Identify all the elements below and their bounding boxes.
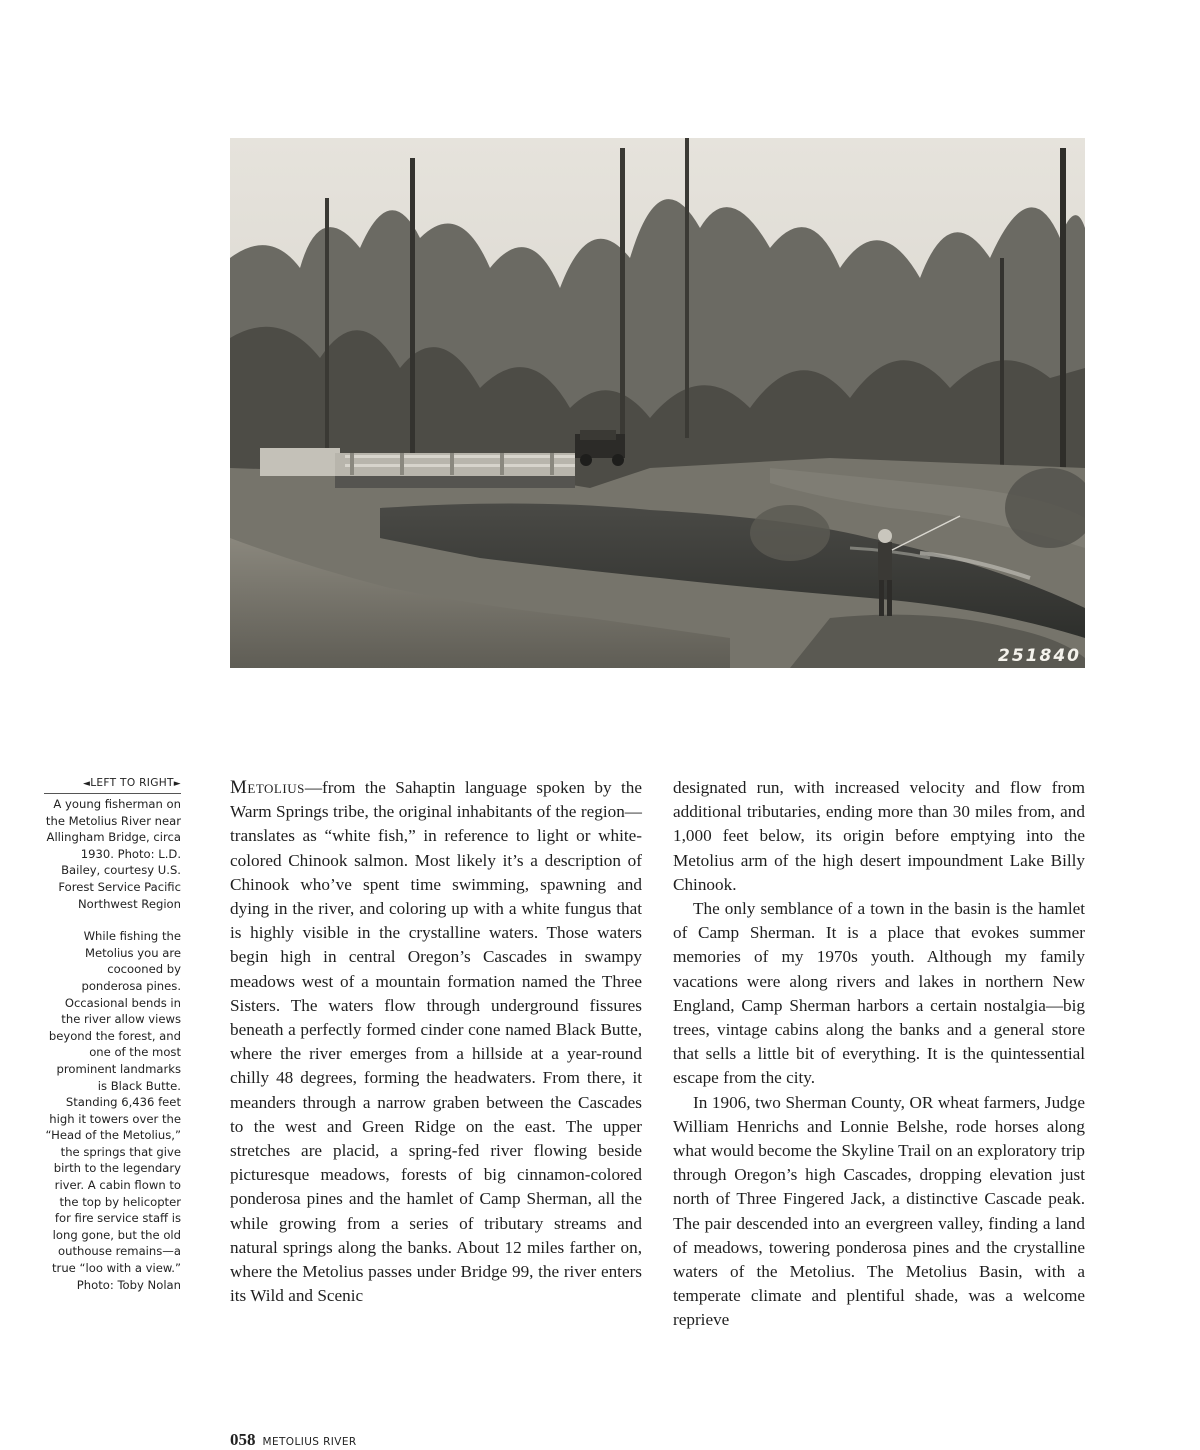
article-paragraph: The only semblance of a town in the basin is the hamlet of Camp Sherman. It is a place that evokes summer memories of my 1970s youth. Although my family vacations were along rivers and lakes in northern New England, Camp Sherman harbors a certain nostalgia—big trees, vintage cabins along the banks and a general store that sells a little bit of everything. It is the quintessential escape from the city. [673, 899, 1085, 1088]
article-column-left [230, 776, 642, 1308]
article-column-right [673, 776, 1085, 1333]
photo-caption: A young fisherman on the Metolius River near Allingham Bridge, circa 1930. Photo: L.D. Bailey, courtesy U.S. Forest Service Pacific Northwest Region [45, 797, 181, 911]
photo-illustration [230, 138, 1085, 668]
photo-number: 251840 [998, 646, 1081, 666]
arrow-left-icon: ◄ [82, 779, 91, 789]
article-paragraph: designated run, with increased velocity and flow from additional tributaries, ending more than 30 miles from, and 1,000 feet below, its origin before emptying into the Metolius arm of the high desert impoundment Lake Billy Chinook. [673, 778, 1085, 894]
article-paragraph [230, 776, 642, 1308]
paragraph-text: —from the Sahaptin language spoken by the Warm Springs tribe, the original inhabitants of the region—translates as “white fish,” in reference to light or white-colored Chinook salmon. Most likely it’s a description of Chinook who’ve spent time swimming, spawning and dying in the river, and coloring up with a white fungus that is highly visible in the crystalline waters. Those waters begin high in central Oregon’s Cascades in swampy meadows west of a mountain formation named the Three Sisters. The waters flow through underground fissures beneath a perfectly formed cinder cone named Black Butte, where the river emerges from a hillside at a year-round chilly 48 degrees, forming the headwaters. From there, it meanders through a narrow graben between the Cascades to the west and Green Ridge on the east. The upper stretches are placid, a spring-fed river flowing beside picturesque meadows, forests of big cinnamon-colored ponderosa pines and the hamlet of Camp Sherman, all the while growing from a series of tributary streams and natural springs along the banks. About 12 miles farther on, where the Metolius passes under Bridge 99, the river enters its Wild and Scenic [230, 778, 642, 1306]
caption-sidebar [44, 776, 181, 1293]
river-scene-photo [230, 138, 1085, 668]
running-title: METOLIUS RIVER [262, 1436, 357, 1448]
caption-direction-tag [44, 776, 181, 794]
article-paragraph: In 1906, two Sherman County, OR wheat farmers, Judge William Henrichs and Lonnie Belshe, rode horses along what would become the Skyline Trail on an exploratory trip through Oregon’s high Cascades, dropping elevation just north of Three Fingered Jack, a distinctive Cascade peak. The pair descended into an evergreen valley, finding a land of meadows, towering ponderosa pines and the crystalline waters of the Metolius. The Metolius Basin, with a temperate climate and plentiful shade, was a welcome reprieve [673, 1092, 1085, 1330]
page-footer [230, 1432, 357, 1450]
secondary-caption: While fishing the Metolius you are cocooned by ponderosa pines. Occasional bends in the river allow views beyond the forest, and one of the most prominent landmarks is Black Butte. Standing 6,436 feet high it towers over the “Head of the Metolius,” the springs that give birth to the legendary river. A cabin flown to the top by helicopter for fire service staff is long gone, but the old outhouse remains—a true “loo with a view.” Photo: Toby Nolan [45, 929, 181, 1292]
page-number: 058 [230, 1430, 256, 1449]
caption-tag-label: LEFT TO RIGHT [90, 777, 174, 789]
lead-word: Metolius [230, 777, 305, 798]
arrow-right-icon: ► [173, 779, 181, 789]
